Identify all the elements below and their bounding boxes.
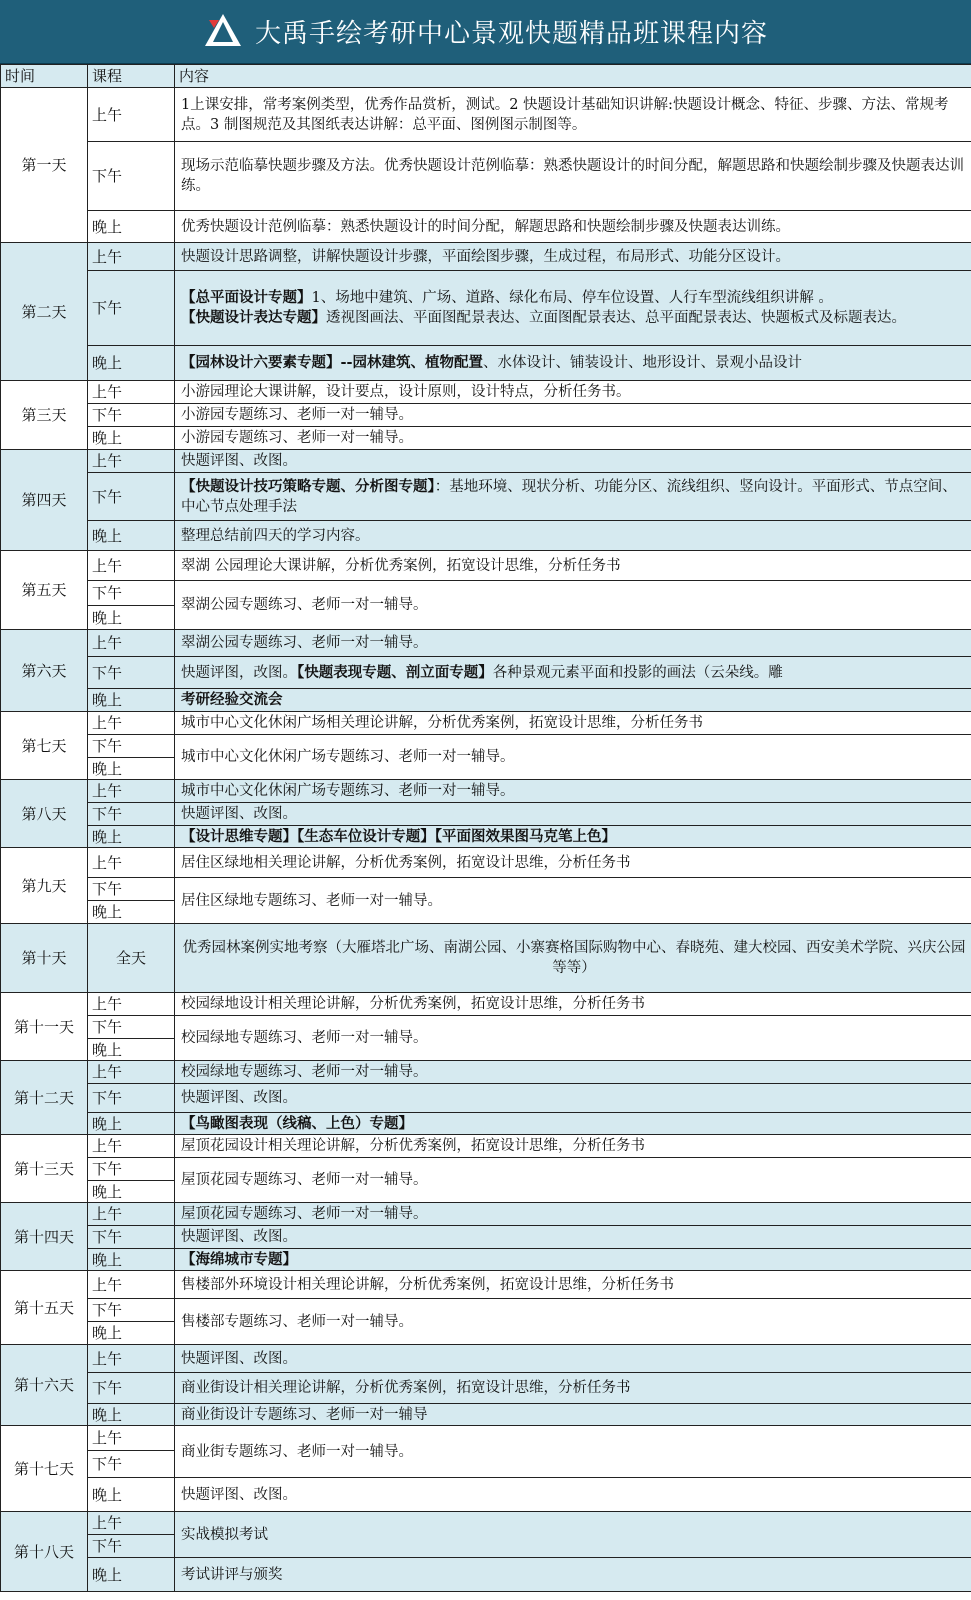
table-row (1, 1345, 971, 1373)
table-row (1, 404, 971, 427)
topic-text: 快题评图，改图。 (181, 664, 297, 681)
schedule-content: 商业街专题练习、老师一对一辅导。 (175, 1426, 971, 1478)
period-label: 下午 (88, 1226, 175, 1249)
table-row (1, 803, 971, 826)
topic-heading: 【快题设计表达专题】 (181, 309, 326, 326)
period-label: 上午 (88, 712, 175, 735)
period-label: 上午 (88, 630, 175, 657)
period-label: 晚上 (88, 346, 175, 381)
schedule-content: 售楼部专题练习、老师一对一辅导。 (175, 1299, 971, 1345)
period-label: 上午 (88, 993, 175, 1016)
table-row (1, 381, 971, 404)
schedule-content: 翠湖公园专题练习、老师一对一辅导。 (175, 581, 971, 630)
day-label: 第十一天 (1, 993, 88, 1061)
schedule-content: 1上课安排，常考案例类型，优秀作品赏析，测试。2 快题设计基础知识讲解:快题设计概念、特征、步骤、方法、常规考点。3 制图规范及其图纸表达讲解：总平面、图例图示制图等。 (175, 88, 971, 142)
schedule-content: 城市中心文化休闲广场专题练习、老师一对一辅导。 (175, 735, 971, 780)
topic-text: 、水体设计、铺装设计、地形设计、景观小品设计 (483, 355, 803, 371)
period-label: 晚上 (88, 1181, 175, 1203)
table-row (1, 1084, 971, 1113)
topic-text: 各种景观元素平面和投影的画法（云朵线。雕 (492, 664, 783, 681)
table-row (1, 1271, 971, 1299)
table-row (1, 630, 971, 657)
topic-text: ：基地环境、现状分析、功能分区、流线组织、竖向设计。平面形式、节点空间、中心节点处理手法 (181, 478, 957, 515)
period-label: 下午 (88, 1451, 175, 1478)
topic-heading: 【海绵城市专题】 (181, 1250, 297, 1268)
period-label: 晚上 (88, 1039, 175, 1061)
schedule-content: 商业街设计相关理论讲解，分析优秀案例，拓宽设计思维，分析任务书 (175, 1373, 971, 1404)
table-header-row (1, 65, 971, 88)
schedule-content (175, 1249, 971, 1271)
schedule-content: 屋顶花园设计相关理论讲解，分析优秀案例，拓宽设计思维，分析任务书 (175, 1135, 971, 1158)
day-label: 第十二天 (1, 1061, 88, 1135)
day-label: 第六天 (1, 630, 88, 712)
period-label: 下午 (88, 1016, 175, 1039)
period-label: 晚上 (88, 1113, 175, 1135)
schedule-content: 校园绿地专题练习、老师一对一辅导。 (175, 1016, 971, 1061)
period-label: 上午 (88, 1271, 175, 1299)
table-row (1, 924, 971, 993)
schedule-table (0, 64, 971, 1592)
schedule-content: 快题评图、改图。 (175, 1084, 971, 1113)
schedule-content: 优秀快题设计范例临摹：熟悉快题设计的时间分配，解题思路和快题绘制步骤及快题表达训练。 (175, 211, 971, 243)
day-label: 第十七天 (1, 1426, 88, 1512)
table-row (1, 878, 971, 901)
period-label: 晚上 (88, 521, 175, 551)
table-row (1, 581, 971, 606)
schedule-content (175, 689, 971, 712)
day-label: 第九天 (1, 848, 88, 924)
title-banner (0, 0, 971, 64)
schedule-content: 小游园理论大课讲解，设计要点，设计原则，设计特点，分析任务书。 (175, 381, 971, 404)
table-row (1, 1373, 971, 1404)
table-row (1, 1226, 971, 1249)
period-label: 上午 (88, 381, 175, 404)
period-label: 下午 (88, 271, 175, 346)
period-label: 上午 (88, 848, 175, 878)
table-row (1, 1478, 971, 1512)
table-row (1, 1404, 971, 1426)
period-label: 上午 (88, 1061, 175, 1084)
schedule-content: 快题评图、改图。 (175, 1478, 971, 1512)
schedule-content (175, 346, 971, 381)
schedule-content (175, 473, 971, 521)
topic-heading: 【快题设计技巧策略专题、分析图专题】 (181, 477, 435, 495)
table-row (1, 142, 971, 211)
schedule-content: 现场示范临摹快题步骤及方法。优秀快题设计范例临摹：熟悉快题设计的时间分配，解题思路和快题绘制步骤及快题表达训练。 (175, 142, 971, 211)
table-row (1, 1016, 971, 1039)
schedule-content: 快题评图、改图。 (175, 1226, 971, 1249)
period-label: 下午 (88, 803, 175, 826)
period-label: 下午 (88, 142, 175, 211)
schedule-content: 优秀园林案例实地考察（大雁塔北广场、南湖公园、小寨赛格国际购物中心、春晓苑、建大校园、西安美术学院、兴庆公园等等） (175, 924, 971, 993)
period-label: 下午 (88, 1373, 175, 1404)
period-label: 晚上 (88, 758, 175, 780)
schedule-content: 商业街设计专题练习、老师一对一辅导 (175, 1404, 971, 1426)
topic-heading: 考研经验交流会 (181, 691, 283, 708)
schedule-content: 校园绿地设计相关理论讲解，分析优秀案例，拓宽设计思维，分析任务书 (175, 993, 971, 1016)
period-label: 上午 (88, 88, 175, 142)
topic-heading: 【园林设计六要素专题】--园林建筑、植物配置 (181, 354, 484, 371)
day-label: 第一天 (1, 88, 88, 243)
period-label: 晚上 (88, 901, 175, 924)
period-label: 晚上 (88, 1322, 175, 1345)
table-row (1, 211, 971, 243)
period-label: 上午 (88, 1135, 175, 1158)
table-row (1, 1249, 971, 1271)
period-label: 晚上 (88, 689, 175, 712)
table-row (1, 1158, 971, 1181)
topic-text: 透视图画法、平面图配景表达、立面图配景表达、总平面配景表达、快题板式及标题表达。 (326, 310, 906, 326)
table-row (1, 1113, 971, 1135)
schedule-content (175, 657, 971, 689)
table-row (1, 521, 971, 551)
period-label: 上午 (88, 780, 175, 803)
dayu-logo-icon (203, 12, 243, 52)
period-label: 上午 (88, 1426, 175, 1451)
period-label: 上午 (88, 1203, 175, 1226)
table-row (1, 780, 971, 803)
day-label: 第五天 (1, 551, 88, 630)
table-row (1, 689, 971, 712)
table-row (1, 271, 971, 346)
table-row (1, 1426, 971, 1451)
day-label: 第十八天 (1, 1512, 88, 1592)
schedule-content: 考试讲评与颁奖 (175, 1558, 971, 1592)
schedule-content: 翠湖公园专题练习、老师一对一辅导。 (175, 630, 971, 657)
table-row (1, 657, 971, 689)
period-label: 晚上 (88, 1558, 175, 1592)
schedule-content: 小游园专题练习、老师一对一辅导。 (175, 427, 971, 450)
period-label: 晚上 (88, 211, 175, 243)
day-label: 第三天 (1, 381, 88, 450)
day-label: 第十六天 (1, 1345, 88, 1426)
table-row (1, 712, 971, 735)
period-label: 下午 (88, 657, 175, 689)
schedule-content (175, 826, 971, 848)
period-label: 下午 (88, 1158, 175, 1181)
table-row (1, 1512, 971, 1535)
schedule-content: 实战模拟考试 (175, 1512, 971, 1558)
period-label: 下午 (88, 1535, 175, 1558)
header-time: 时间 (1, 65, 88, 88)
period-label: 晚上 (88, 826, 175, 848)
schedule-content: 快题评图、改图。 (175, 803, 971, 826)
day-label: 第十天 (1, 924, 88, 993)
table-row (1, 735, 971, 758)
schedule-content: 居住区绿地相关理论讲解，分析优秀案例，拓宽设计思维，分析任务书 (175, 848, 971, 878)
day-label: 第四天 (1, 450, 88, 551)
topic-heading: 【总平面设计专题】 (181, 289, 312, 306)
period-label: 上午 (88, 1512, 175, 1535)
table-row (1, 1061, 971, 1084)
header-course: 课程 (88, 65, 175, 88)
period-label: 晚上 (88, 1404, 175, 1426)
period-label: 晚上 (88, 1249, 175, 1271)
period-label: 下午 (88, 581, 175, 606)
period-label: 上午 (88, 1345, 175, 1373)
schedule-content: 翠湖 公园理论大课讲解，分析优秀案例，拓宽设计思维，分析任务书 (175, 551, 971, 581)
table-row (1, 826, 971, 848)
period-label: 下午 (88, 1084, 175, 1113)
table-row (1, 450, 971, 473)
day-label: 第十五天 (1, 1271, 88, 1345)
period-label: 全天 (88, 924, 175, 993)
period-label: 下午 (88, 404, 175, 427)
day-label: 第二天 (1, 243, 88, 381)
schedule-content (175, 1113, 971, 1135)
table-row (1, 1558, 971, 1592)
topic-heading: 【鸟瞰图表现（线稿、上色）专题】 (181, 1114, 413, 1132)
table-row (1, 427, 971, 450)
period-label: 下午 (88, 1299, 175, 1322)
page-title: 大禹手绘考研中心景观快题精品班课程内容 (254, 19, 768, 49)
table-row (1, 88, 971, 142)
schedule-content: 屋顶花园专题练习、老师一对一辅导。 (175, 1203, 971, 1226)
period-label: 上午 (88, 551, 175, 581)
schedule-content: 城市中心文化休闲广场相关理论讲解，分析优秀案例，拓宽设计思维，分析任务书 (175, 712, 971, 735)
day-label: 第十四天 (1, 1203, 88, 1271)
period-label: 晚上 (88, 606, 175, 630)
period-label: 下午 (88, 473, 175, 521)
schedule-content (175, 271, 971, 346)
topic-heading: 【设计思维专题】【生态车位设计专题】【平面图效果图马克笔上色】 (181, 827, 616, 845)
table-row (1, 346, 971, 381)
period-label: 晚上 (88, 1478, 175, 1512)
period-label: 下午 (88, 735, 175, 758)
period-label: 上午 (88, 243, 175, 271)
schedule-content: 小游园专题练习、老师一对一辅导。 (175, 404, 971, 427)
day-label: 第七天 (1, 712, 88, 780)
table-row (1, 1135, 971, 1158)
table-row (1, 243, 971, 271)
table-row (1, 473, 971, 521)
header-content: 内容 (175, 65, 971, 88)
table-row (1, 551, 971, 581)
schedule-content: 快题设计思路调整，讲解快题设计步骤，平面绘图步骤，生成过程，布局形式、功能分区设计。 (175, 243, 971, 271)
day-label: 第八天 (1, 780, 88, 848)
topic-heading: 【快题表现专题、剖立面专题】 (297, 663, 493, 681)
schedule-content: 校园绿地专题练习、老师一对一辅导。 (175, 1061, 971, 1084)
day-label: 第十三天 (1, 1135, 88, 1203)
schedule-content: 居住区绿地专题练习、老师一对一辅导。 (175, 878, 971, 924)
schedule-content: 快题评图、改图。 (175, 450, 971, 473)
schedule-content: 整理总结前四天的学习内容。 (175, 521, 971, 551)
schedule-content: 售楼部外环境设计相关理论讲解，分析优秀案例，拓宽设计思维，分析任务书 (175, 1271, 971, 1299)
period-label: 下午 (88, 878, 175, 901)
period-label: 上午 (88, 450, 175, 473)
table-row (1, 1203, 971, 1226)
schedule-content: 城市中心文化休闲广场专题练习、老师一对一辅导。 (175, 780, 971, 803)
table-row (1, 848, 971, 878)
schedule-content: 屋顶花园专题练习、老师一对一辅导。 (175, 1158, 971, 1203)
schedule-content: 快题评图、改图。 (175, 1345, 971, 1373)
topic-text: 1、场地中建筑、广场、道路、绿化布局、停车位设置、人行车型流线组织讲解 。 (311, 290, 833, 306)
table-row (1, 1299, 971, 1322)
period-label: 晚上 (88, 427, 175, 450)
table-row (1, 993, 971, 1016)
